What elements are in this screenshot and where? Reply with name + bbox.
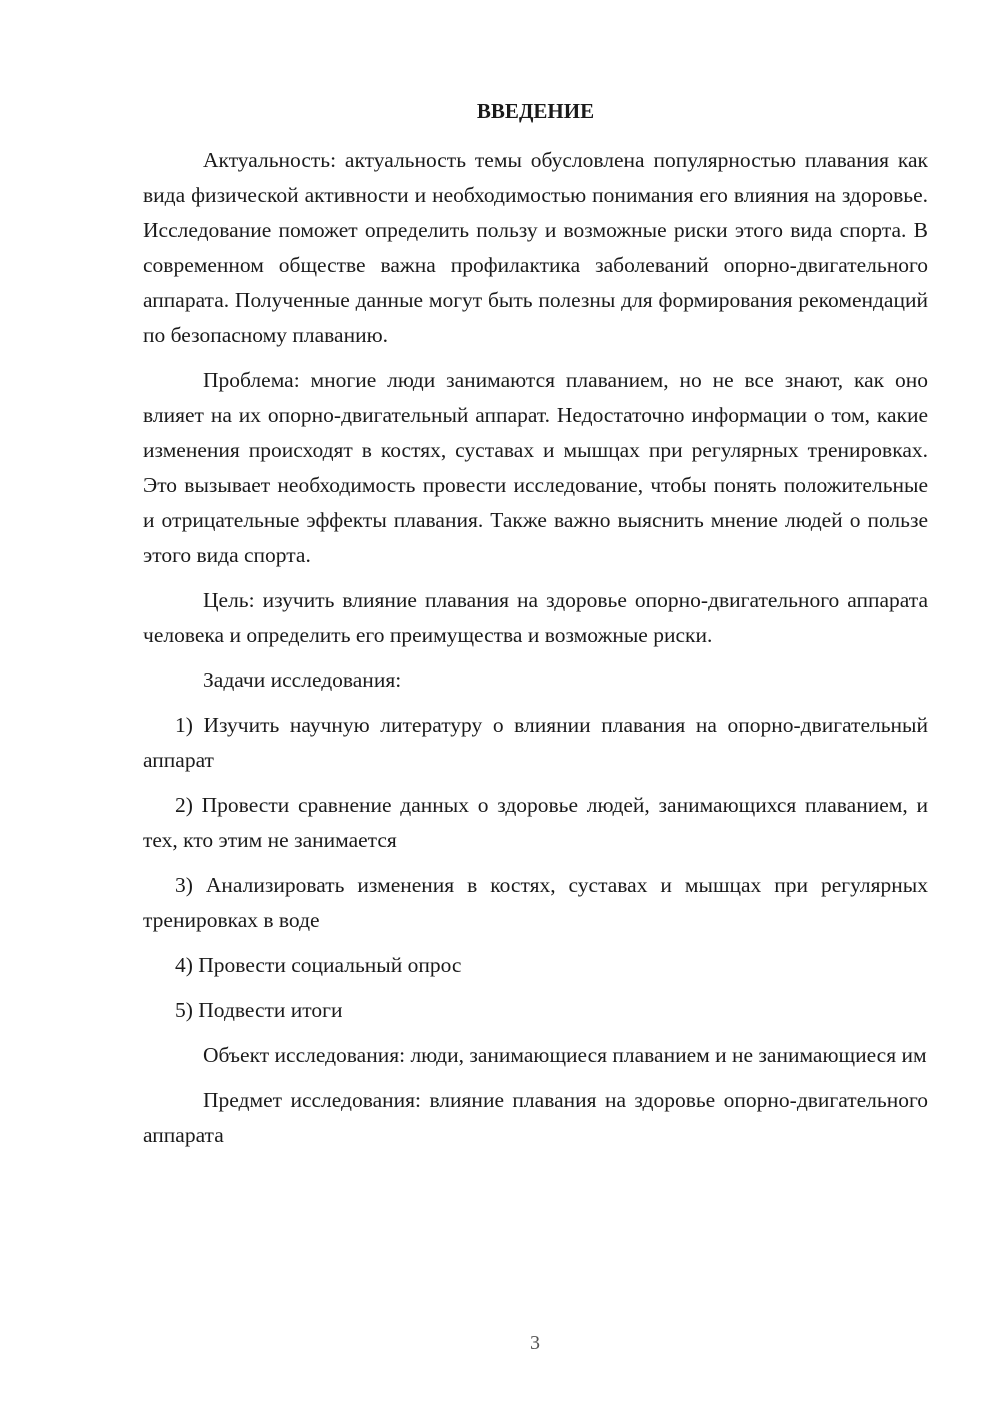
relevance-paragraph: Актуальность: актуальность темы обусловлена популярностью плавания как вида физической активности и необходимостью понимания его влияния на здоровье. Исследование поможет определить пользу и возможные риски этого вида спорта. В современном обществе важна профилактика заболеваний опорно-двигательного аппарата. Полученные данные могут быть полезны для формирования рекомендаций по безопасному плаванию.: [143, 148, 928, 347]
task-item: 3) Анализировать изменения в костях, суставах и мышцах при регулярных тренировках в воде: [143, 873, 928, 932]
tasks-list: [143, 708, 928, 1028]
page-number: 3: [530, 1332, 540, 1354]
page-content: [143, 94, 928, 1163]
tasks-title: Задачи исследования:: [203, 668, 402, 692]
goal-paragraph: Цель: изучить влияние плавания на здоровье опорно-двигательного аппарата человека и определить его преимущества и возможные риски.: [143, 588, 928, 647]
task-item: 2) Провести сравнение данных о здоровье людей, занимающихся плаванием, и тех, кто этим не занимается: [143, 793, 928, 852]
problem-paragraph: Проблема: многие люди занимаются плаванием, но не все знают, как оно влияет на их опорно-двигательный аппарат. Недостаточно информации о том, какие изменения происходят в костях, суставах и мышцах при регулярных тренировках. Это вызывает необходимость провести исследование, чтобы понять положительные и отрицательные эффекты плавания. Также важно выяснить мнение людей о пользе этого вида спорта.: [143, 368, 928, 567]
section-heading: ВВЕДЕНИЕ: [476, 99, 595, 123]
subject-paragraph: Предмет исследования: влияние плавания на здоровье опорно-двигательного аппарата: [143, 1088, 928, 1147]
task-item: 1) Изучить научную литературу о влиянии плавания на опорно-двигательный аппарат: [143, 713, 928, 772]
object-paragraph: Объект исследования: люди, занимающиеся плаванием и не занимающиеся им: [203, 1043, 927, 1067]
task-item: 5) Подвести итоги: [175, 998, 343, 1022]
task-item: 4) Провести социальный опрос: [175, 953, 462, 977]
